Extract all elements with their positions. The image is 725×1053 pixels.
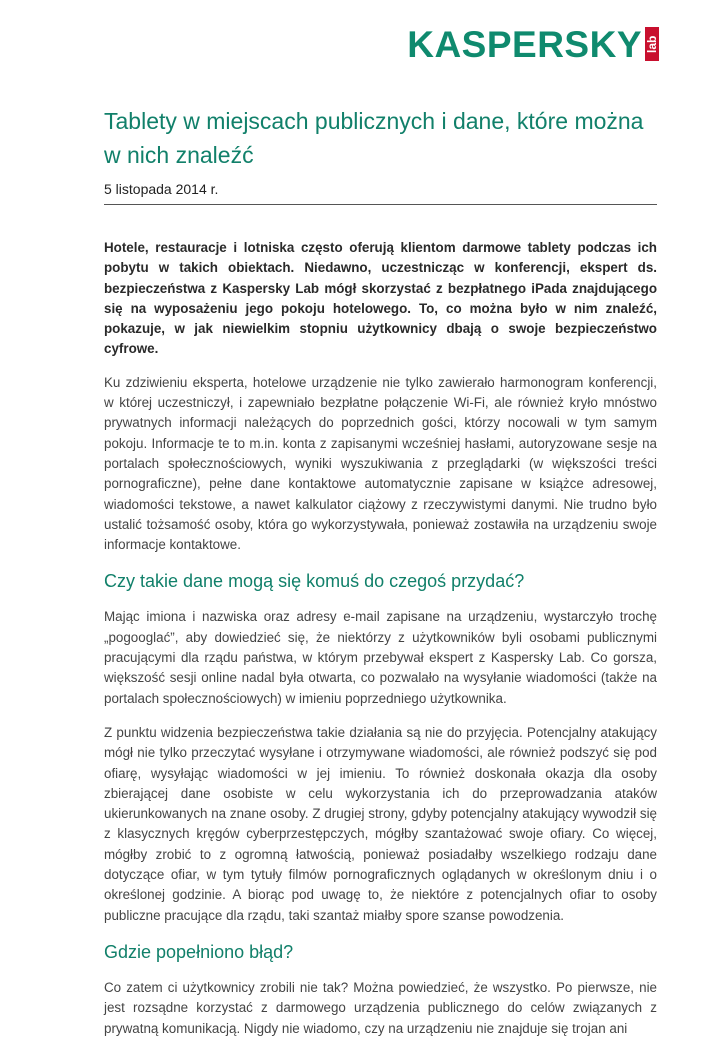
- lead-paragraph: Hotele, restauracje i lotniska często oferują klientom darmowe tablety podczas ich pobytu w takich obiektach. Niedawno, uczestnicząc w konferencji, ekspert ds. bezpieczeństwa z Kaspersky Lab mógł skorzystać z bezpłatnego iPada znajdującego się na wyposażeniu jego pokoju hotelowego. To, co można było w nim znaleźć, pokazuje, w jak niewielkim stopniu użytkownicy dbają o swoje bezpieczeństwo cyfrowe.: [104, 240, 657, 357]
- logo-lab-badge: lab: [645, 27, 659, 61]
- logo-wordmark: KASPERSKY: [407, 24, 642, 65]
- body-paragraph-4: Co zatem ci użytkownicy zrobili nie tak? Można powiedzieć, że wszystko. Po pierwsze, nie jest rozsądne korzystać z darmowego urządzenia publicznego do celów związanych z prywatną komunikacją. Nigdy nie wiadomo, czy na urządzeniu nie znajduje się trojan ani: [104, 979, 657, 1036]
- document-title: Tablety w miejscach publicznych i dane, które można w nich znaleźć: [104, 108, 644, 168]
- publication-date: 5 listopada 2014 r.: [104, 181, 219, 197]
- section-heading-2: Gdzie popełniono błąd?: [104, 941, 294, 962]
- body-paragraph-1: Ku zdziwieniu eksperta, hotelowe urządzenie nie tylko zawierało harmonogram konferencji, w której uczestniczył, i zapewniało bezpłatne połączenie Wi-Fi, ale również kryło mnóstwo prywatnych informacji należących do poprzednich gości, którzy nocowali w tym samym pokoju. Informacje te to m.in. konta z zapisanymi wcześniej hasłami, autoryzowane sesje na portalach społecznościowych, wyniki wyszukiwania z przeglądarki (w większości treści pornograficzne), pełne dane kontaktowe automatycznie zapisane w książce adresowej, wiadomości tekstowe, a nawet kalkulator ciążowy z rzeczywistymi danymi. Nie trudno było ustalić tożsamość osoby, która go wykorzystywała, ponieważ zostawiła na urządzeniu swoje informacje kontaktowe.: [104, 374, 657, 553]
- body-paragraph-3: Z punktu widzenia bezpieczeństwa takie działania są nie do przyjęcia. Potencjalny atakujący mógł nie tylko przeczytać wysyłane i otrzymywane wiadomości, ale również podszyć się pod ofiarę, wysyłając wiadomości w jej imieniu. To również doskonała okazja dla osoby zbierającej dane osobiste w celu wykorzystania ich do przeprowadzania ataków ukierunkowanych na znane osoby. Z drugiej strony, gdyby potencjalny atakujący wywodził się z klasycznych kręgów cyberprzestępczych, mógłby szantażować swoje ofiary. Co więcej, mógłby zrobić to z ogromną łatwością, ponieważ posiadałby wszelkiego rodzaju dane dotyczące ofiar, w tym tytuły filmów pornograficznych oglądanych w określonym dniu i o określonej godzinie. A biorąc pod uwagę to, że niektóre z potencjalnych ofiar to osoby publiczne pracujące dla rządu, taki szantaż miałby spore szanse powodzenia.: [104, 724, 657, 923]
- section-heading-1: Czy takie dane mogą się komuś do czegoś przydać?: [104, 571, 525, 592]
- kaspersky-logo: [407, 26, 659, 63]
- title-divider: [104, 204, 657, 205]
- article-body: [104, 238, 657, 1053]
- body-paragraph-2: Mając imiona i nazwiska oraz adresy e-mail zapisane na urządzeniu, wystarczyło trochę „pogooglać”, aby dowiedzieć się, że niektórzy z użytkowników byli osobami publicznymi pracującymi dla rządu państwa, w którym przebywał ekspert z Kaspersky Lab. Co gorsza, większość sesji online nadal była otwarta, co pozwalało na wysyłanie wiadomości (także na portalach społecznościowych) w imieniu poprzedniego użytkownika.: [104, 609, 657, 706]
